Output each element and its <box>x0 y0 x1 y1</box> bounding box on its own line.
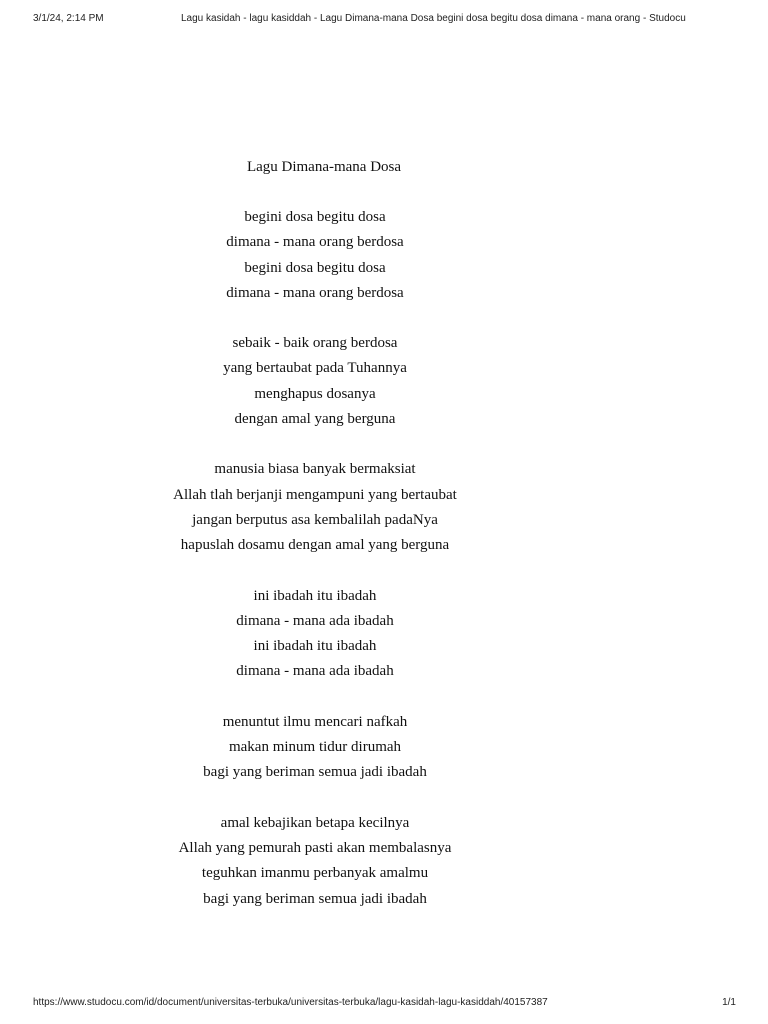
lyric-line: bagi yang beriman semua jadi ibadah <box>203 764 427 781</box>
lyrics-body <box>0 208 630 940</box>
print-date-time: 3/1/24, 2:14 PM <box>33 13 104 24</box>
lyric-line: sebaik - baik orang berdosa <box>232 335 398 352</box>
stanza <box>0 713 630 789</box>
stanza <box>0 334 630 435</box>
lyric-line: makan minum tidur dirumah <box>228 739 402 756</box>
lyric-line: Allah tlah berjanji mengampuni yang bertaubat <box>173 486 457 503</box>
lyric-line: yang bertaubat pada Tuhannya <box>223 360 407 377</box>
lyric-line: begini dosa begitu dosa <box>244 259 386 276</box>
stanza <box>0 587 630 688</box>
lyric-line: dimana - mana orang berdosa <box>226 234 404 251</box>
lyric-line: menuntut ilmu mencari nafkah <box>222 713 408 730</box>
lyric-line: ini ibadah itu ibadah <box>253 587 377 604</box>
lyric-line: teguhkan imanmu perbanyak amalmu <box>201 865 429 882</box>
lyric-line: menghapus dosanya <box>254 385 376 402</box>
lyric-line: hapuslah dosamu dengan amal yang berguna <box>180 537 450 554</box>
stanza <box>0 460 630 561</box>
print-header <box>0 13 768 27</box>
print-page-title: Lagu kasidah - lagu kasiddah - Lagu Dimana-mana Dosa begini dosa begitu dosa dimana - mana orang - Studocu <box>181 13 686 24</box>
lyric-line: dengan amal yang berguna <box>234 411 396 428</box>
print-footer <box>0 997 768 1011</box>
lyric-line: jangan berputus asa kembalilah padaNya <box>192 511 438 528</box>
lyric-line: dimana - mana ada ibadah <box>236 612 394 629</box>
stanza <box>0 814 630 915</box>
lyric-line: dimana - mana ada ibadah <box>236 663 394 680</box>
stanza <box>0 208 630 309</box>
document-title: Lagu Dimana-mana Dosa <box>246 159 402 175</box>
page-number: 1/1 <box>722 997 736 1008</box>
lyric-line: bagi yang beriman semua jadi ibadah <box>203 890 427 907</box>
lyric-line: manusia biasa banyak bermaksiat <box>214 461 416 478</box>
lyric-line: begini dosa begitu dosa <box>244 209 386 225</box>
lyric-line: ini ibadah itu ibadah <box>253 638 377 655</box>
lyric-line: Allah yang pemurah pasti akan membalasnya <box>178 839 452 856</box>
source-url[interactable]: https://www.studocu.com/id/document/universitas-terbuka/universitas-terbuka/lagu-kasidah-lagu-kasiddah/40157387 <box>33 997 548 1008</box>
lyric-line: amal kebajikan betapa kecilnya <box>220 814 410 831</box>
lyric-line: dimana - mana orang berdosa <box>226 284 404 301</box>
